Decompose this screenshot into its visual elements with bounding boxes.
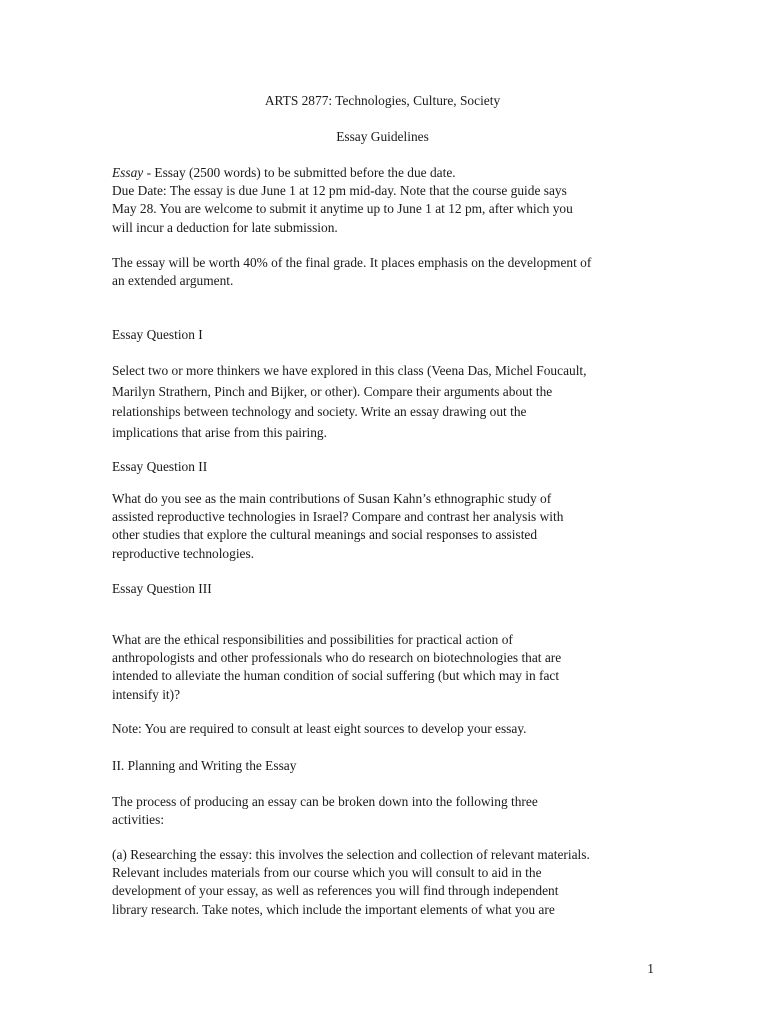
paragraph-line: relationships between technology and society. Write an essay drawing out the (112, 404, 527, 419)
paragraph-line: other studies that explore the cultural meanings and social responses to assisted (112, 527, 538, 543)
due-date-line: will incur a deduction for late submission. (112, 219, 338, 235)
paragraph-line: What do you see as the main contributions of Susan Kahn’s ethnographic study of (112, 491, 552, 506)
paragraph-line: What are the ethical responsibilities and possibilities for practical action of (112, 632, 513, 647)
grade-weight-paragraph (112, 254, 653, 290)
process-paragraph (112, 793, 653, 829)
sources-note: Note: You are required to consult at least eight sources to develop your essay. (112, 721, 527, 736)
paragraph-line: Select two or more thinkers we have explored in this class (Veena Das, Michel Foucault, (112, 363, 587, 378)
researching-paragraph (112, 846, 653, 919)
essay-question-1-body (112, 361, 653, 443)
essay-question-3-heading: Essay Question III (112, 581, 212, 596)
paragraph-line: development of your essay, as well as references you will find through independent (112, 883, 559, 899)
paragraph-line: Relevant includes materials from our course which you will consult to aid in the (112, 865, 542, 881)
paragraph-line: library research. Take notes, which include the important elements of what you are (112, 901, 555, 917)
paragraph-line: implications that arise from this pairing. (112, 424, 327, 440)
paragraph-line: intended to alleviate the human condition of social suffering (but which may in fact (112, 668, 560, 684)
essay-question-2-body (112, 490, 653, 563)
intro-paragraph (112, 164, 653, 237)
due-date-line: Due Date: The essay is due June 1 at 12 pm mid-day. Note that the course guide says (112, 183, 567, 199)
essay-label: Essay (112, 165, 144, 180)
paragraph-line: (a) Researching the essay: this involves the selection and collection of relevant materials. (112, 847, 590, 862)
page-number: 1 (647, 961, 654, 976)
paragraph-line: Marilyn Strathern, Pinch and Bijker, or other). Compare their arguments about the (112, 383, 553, 399)
essay-question-1-heading: Essay Question I (112, 327, 203, 342)
course-title: ARTS 2877: Technologies, Culture, Society (264, 93, 501, 108)
paragraph-line: The essay will be worth 40% of the final grade. It places emphasis on the development of (112, 255, 592, 270)
document-title: Essay Guidelines (336, 129, 429, 144)
paragraph-line: reproductive technologies. (112, 545, 255, 561)
paragraph-line: anthropologists and other professionals who do research on biotechnologies that are (112, 650, 562, 666)
essay-question-3-body (112, 631, 653, 704)
paragraph-line: assisted reproductive technologies in Israel? Compare and contrast her analysis with (112, 509, 564, 525)
paragraph-line: intensify it)? (112, 686, 181, 702)
paragraph-line: activities: (112, 812, 165, 828)
essay-line (112, 164, 653, 182)
due-date-line: May 28. You are welcome to submit it anytime up to June 1 at 12 pm, after which you (112, 201, 573, 217)
section-2-heading: II. Planning and Writing the Essay (112, 758, 297, 773)
paragraph-line: an extended argument. (112, 273, 234, 289)
paragraph-line: The process of producing an essay can be broken down into the following three (112, 794, 538, 809)
essay-question-2-heading: Essay Question II (112, 459, 208, 474)
essay-description: - Essay (2500 words) to be submitted before the due date. (143, 165, 456, 180)
